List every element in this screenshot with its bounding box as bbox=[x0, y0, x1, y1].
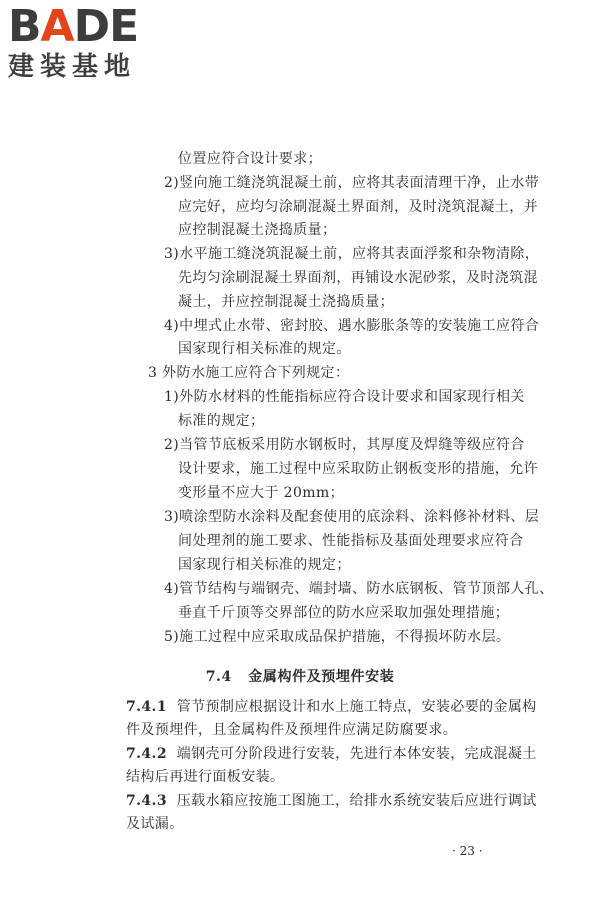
text-line: 2)当管节底板采用防水钢板时，其厚度及焊缝等级应符合 bbox=[164, 437, 525, 453]
logo-wordmark: BADE bbox=[8, 1, 139, 52]
logo-subtitle: 建装基地 bbox=[8, 52, 137, 82]
clause-line: 件及预埋件，且金属构件及预埋件应满足防腐要求。 bbox=[126, 722, 458, 738]
text-line: 3)水平施工缝浇筑混凝土前，应将其表面浮浆和杂物清除， bbox=[164, 246, 540, 262]
text-line: 3)喷涂型防水涂料及配套使用的底涂料、涂料修补材料、层 bbox=[164, 509, 540, 525]
clause-number: 7.4.3 bbox=[126, 793, 167, 809]
text-line: 间处理剂的施工要求、性能指标及基面处理要求应符合 bbox=[178, 533, 524, 549]
clause-number: 7.4.1 bbox=[126, 699, 167, 715]
clause-line: 结构后再进行面板安装。 bbox=[126, 769, 285, 785]
text-line: 设计要求，施工过程中应采取防止钢板变形的措施，允许 bbox=[178, 461, 538, 477]
text-line: 应完好，应均匀涂刷混凝土界面剂，及时浇筑混凝土，并 bbox=[178, 199, 538, 215]
text-line: 4)中埋式止水带、密封胶、遇水膨胀条等的安装施工应符合 bbox=[164, 318, 540, 334]
clause-line: 及试漏。 bbox=[126, 816, 184, 832]
clause-text: 端钢壳可分阶段进行安装，先进行本体安装，完成混凝土 bbox=[176, 746, 537, 762]
text-line: 1)外防水材料的性能指标应符合设计要求和国家现行相关 bbox=[164, 389, 525, 405]
text-line: 变形量不应大于 20mm； bbox=[178, 485, 345, 501]
text-line: 4)管节结构与端钢壳、端封墙、防水底钢板、管节顶部人孔、 bbox=[164, 581, 554, 597]
text-line: 先均匀涂刷混凝土界面剂，再铺设水泥砂浆，及时浇筑混 bbox=[178, 270, 538, 286]
clause-text: 压载水箱应按施工图施工，给排水系统安装后应进行调试 bbox=[176, 793, 537, 809]
clause-number: 7.4.2 bbox=[126, 746, 167, 762]
list-heading: 3 外防水施工应符合下列规定： bbox=[148, 365, 350, 381]
section-title: 金属构件及预埋件安装 bbox=[248, 669, 395, 685]
clause-text: 管节预制应根据设计和水上施工特点，安装必要的金属构 bbox=[176, 699, 537, 715]
text-line: 应控制混凝土浇捣质量； bbox=[178, 222, 337, 238]
text-line: 国家现行相关标准的规定。 bbox=[178, 341, 351, 357]
text-line: 国家现行相关标准的规定； bbox=[178, 557, 351, 573]
logo-accent-letter: A bbox=[40, 1, 74, 52]
text-line: 2)竖向施工缝浇筑混凝土前，应将其表面清理干净，止水带 bbox=[164, 175, 540, 191]
clause-line bbox=[126, 698, 537, 716]
section-heading bbox=[0, 668, 600, 686]
text-line: 标准的规定； bbox=[178, 413, 265, 429]
page-number: · 23 · bbox=[452, 844, 483, 858]
clause-line bbox=[126, 792, 537, 810]
text-line: 凝土，并应控制混凝土浇捣质量； bbox=[178, 294, 394, 310]
section-number: 7.4 bbox=[205, 669, 232, 685]
text-line: 垂直千斤顶等交界部位的防水应采取加强处理措施； bbox=[178, 605, 510, 621]
clause-line bbox=[126, 745, 537, 763]
text-line: 5)施工过程中应采取成品保护措施，不得损坏防水层。 bbox=[164, 629, 511, 645]
text-line: 位置应符合设计要求； bbox=[178, 151, 322, 167]
